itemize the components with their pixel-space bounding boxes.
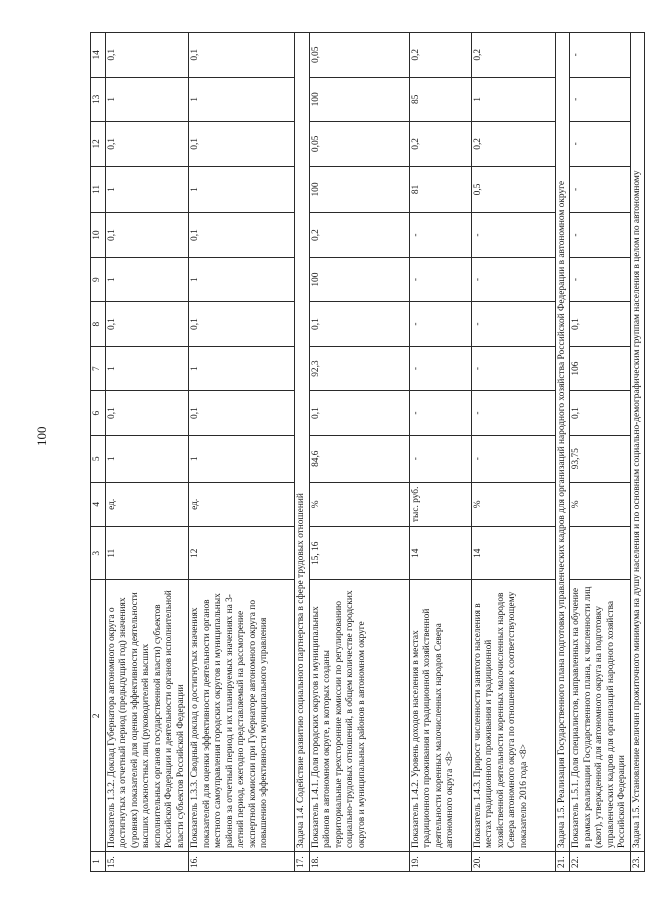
table-cell: 1 [106,257,189,302]
table-cell: 93,75 [570,435,630,482]
table-cell: 0,1 [309,391,409,436]
table-cell [570,527,630,580]
indicator-name: Показатель 1.3.3. Сводный доклад о достигнутых значениях показателей для оценки эффективности деятельности органов местного самоуправления городских округов и муниципальных районов за отчетный период и их планируемых значениях на 3-летний период, ежегодно представляемый на рассмотрение экспертной комиссии при Губернаторе автономного округа по повышению эффективности муниципального управления [189,580,295,852]
row-number: 19. [409,851,471,871]
column-header: 13 [91,77,106,122]
table-cell: 0,1 [570,391,630,436]
table-cell: 0,2 [409,122,471,167]
table-cell: 11 [106,527,189,580]
table-cell: % [309,482,409,527]
column-header: 6 [91,391,106,436]
column-header: 3 [91,527,106,580]
table-cell: 0,5 [471,166,555,213]
table-cell: 0,1 [189,33,295,78]
table-cell: 1 [106,346,189,391]
table-cell: 100 [309,77,409,122]
table-cell: % [471,482,555,527]
row-number: 22. [570,851,630,871]
table-cell: 14 [471,527,555,580]
column-header: 1 [91,851,106,871]
table-cell: - [409,391,471,436]
row-number: 21. [555,851,569,871]
table-cell: 0,1 [570,302,630,347]
table-header-row [91,33,106,872]
table-cell: - [409,257,471,302]
table-cell: 15, 16 [309,527,409,580]
table-cell: 0,1 [106,33,189,78]
task-title: Задача 1.4. Содействие развитию социального партнерства в сфере трудовых отношений [295,33,309,852]
table-cell: ед. [189,482,295,527]
table-cell: - [409,346,471,391]
table-cell: 100 [309,166,409,213]
table-cell: 1 [189,77,295,122]
table-cell: 0,1 [106,213,189,258]
table-cell: 0,2 [409,33,471,78]
table-cell: 12 [189,527,295,580]
column-header: 2 [91,580,106,852]
table-row [106,33,189,872]
row-number: 18. [309,851,409,871]
table-cell: 1 [106,435,189,482]
table-cell: - [409,213,471,258]
table-cell: 0,1 [189,391,295,436]
row-number: 20. [471,851,555,871]
table-cell: 1 [106,166,189,213]
table-cell: 0,1 [106,391,189,436]
table-cell: - [471,346,555,391]
table-cell: тыс. руб. [409,482,471,527]
indicator-name: Показатель 1.4.1. Доля городских округов и муниципальных районов в автономном округе, в которых созданы территориальные трехсторонние комиссии по регулированию социально-трудовых отношений, в общем количестве городских округов и муниципальных районов в автономном округе [309,580,409,852]
table-row [189,33,295,872]
table-cell: - [471,257,555,302]
table-cell: 92,3 [309,346,409,391]
column-header: 10 [91,213,106,258]
table-cell: - [409,435,471,482]
column-header: 11 [91,166,106,213]
table-cell: 84,6 [309,435,409,482]
table-cell: - [570,122,630,167]
table-row [309,33,409,872]
table-cell: 1 [471,77,555,122]
table-cell: 100 [309,257,409,302]
table-row [409,33,471,872]
table-cell: - [570,257,630,302]
indicator-name: Показатель 1.5.1. Доля специалистов, направленных на обучение в рамках реализации Государственного плана, к численности лиц (квот), утвержденной для автономного округа на подготовку управленческих кадров для организаций народного хозяйства Российской Федерации [570,580,630,852]
column-header: 7 [91,346,106,391]
table-cell: 1 [106,77,189,122]
row-number: 16. [189,851,295,871]
table-cell: - [471,302,555,347]
indicator-name: Показатель 1.4.2. Уровень доходов населения в местах традиционного проживания и традиционной хозяйственной деятельности коренных малочисленных народов Севера автономного округа <8> [409,580,471,852]
indicator-name: Показатель 1.4.3. Прирост численности занятого населения в местах традиционного проживания и традиционной хозяйственной деятельности коренных малочисленных народов Севера автономного округа по отношению к соответствующему показателю 2016 года <8> [471,580,555,852]
task-title: Задача 1.5. Установление величин прожиточного минимума на душу населения и по основным социально-демографическим группам населения в целом по автономному [630,33,644,852]
table-cell: 106 [570,346,630,391]
column-header: 12 [91,122,106,167]
table-cell: - [409,302,471,347]
row-number: 15. [106,851,189,871]
table-cell: - [570,33,630,78]
column-header: 8 [91,302,106,347]
table-cell: 0,05 [309,122,409,167]
table-cell: 0,05 [309,33,409,78]
table-cell: - [471,391,555,436]
table-cell: 85 [409,77,471,122]
table-cell: 1 [189,435,295,482]
row-number: 23. [630,851,644,871]
table-cell: - [570,213,630,258]
table-row [570,33,630,872]
column-header: 4 [91,482,106,527]
task-title: Задача 1.5. Реализация Государственного плана подготовки управленческих кадров для организаций народного хозяйства Российской Федерации в автономном округе [555,33,569,852]
table-cell: % [570,482,630,527]
rotated-table-container [90,32,642,872]
table-cell: 0,2 [471,33,555,78]
column-header: 9 [91,257,106,302]
table-cell: 1 [189,166,295,213]
table-row [471,33,555,872]
column-header: 5 [91,435,106,482]
task-row [555,33,569,872]
task-row [295,33,309,872]
table-cell: 0,2 [309,213,409,258]
row-number: 17. [295,851,309,871]
table-cell: 81 [409,166,471,213]
indicators-table [90,32,645,872]
table-cell: - [570,77,630,122]
table-cell: 1 [189,346,295,391]
table-cell: 0,1 [106,302,189,347]
table-cell: - [570,166,630,213]
table-cell: 1 [189,257,295,302]
table-cell: 0,1 [189,122,295,167]
table-cell: - [471,213,555,258]
table-cell: 0,1 [106,122,189,167]
table-cell: ед. [106,482,189,527]
column-header: 14 [91,33,106,78]
table-cell: 14 [409,527,471,580]
page-number: 100 [34,426,49,446]
indicator-name: Показатель 1.3.2. Доклад Губернатора автономного округа о достигнутых за отчетный период (предыдущий год) значениях (уровнях) показателей для оценки эффективности деятельности высших должностных лиц (руководителей высших исполнительных органов государственной власти) субъектов Российской Федерации и деятельности органов исполнительной власти субъектов Российской Федерации [106,580,189,852]
table-cell: 0,1 [189,213,295,258]
table-cell: 0,2 [471,122,555,167]
table-cell: 0,1 [309,302,409,347]
table-cell: - [471,435,555,482]
task-row [630,33,644,872]
table-body [106,33,645,872]
table-cell: 0,1 [189,302,295,347]
